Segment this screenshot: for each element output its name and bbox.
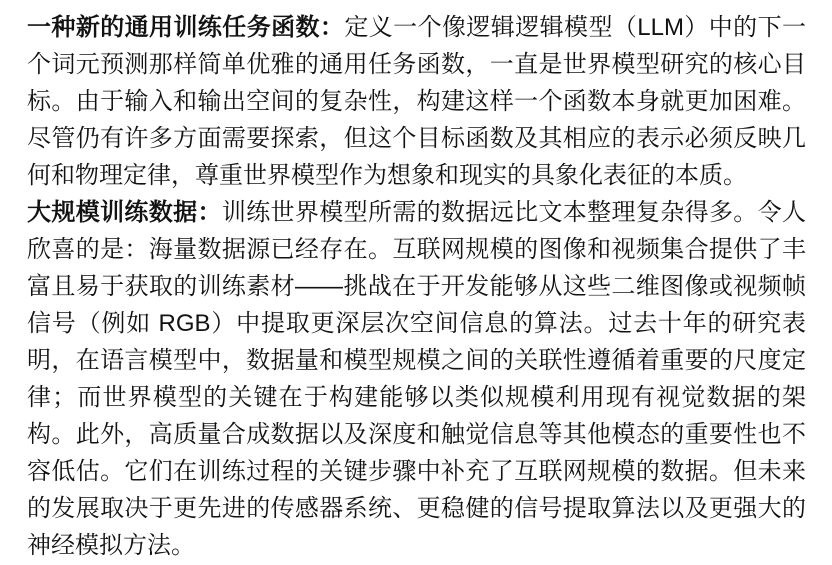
text-line: 标。由于输入和输出空间的复杂性，构建这样一个函数本身就更加困难。 [27,88,806,115]
text-line: 神经模拟方法。 [27,532,195,559]
paragraph-large-scale-training-data [27,194,806,564]
paragraph-lead-bold: 一种新的通用训练任务函数： [27,14,345,41]
text-line: 何和物理定律，尊重世界模型作为想象和现实的具象化表征的本质。 [27,162,747,189]
text-line: 个词元预测那样简单优雅的通用任务函数，一直是世界模型研究的核心目 [27,51,806,78]
paragraph-training-task-function [27,9,806,194]
text-line: 欣喜的是：海量数据源已经存在。互联网规模的图像和视频集合提供了丰 [27,236,806,263]
text-line: 构。此外，高质量合成数据以及深度和触觉信息等其他模态的重要性也不 [27,421,806,448]
text-line [27,194,806,231]
text-line [27,9,806,46]
text-line: 信号（例如 RGB）中提取更深层次空间信息的算法。过去十年的研究表 [27,310,806,337]
text-line: 富且易于获取的训练素材——挑战在于开发能够从这些二维图像或视频帧 [27,273,806,300]
text-line-rest: 定义一个像逻辑逻辑模型（LLM）中的下一 [344,14,807,41]
paragraph-lead-bold: 大规模训练数据： [27,199,222,226]
text-line-rest: 训练世界模型所需的数据远比文本整理复杂得多。令人 [221,199,807,226]
text-line: 的发展取决于更先进的传感器系统、更稳健的信号提取算法以及更强大的 [27,495,806,522]
text-line: 尽管仍有许多方面需要探索，但这个目标函数及其相应的表示必须反映几 [27,125,806,152]
text-line: 明，在语言模型中，数据量和模型规模之间的关联性遵循着重要的尺度定 [27,347,806,374]
text-line: 容低估。它们在训练过程的关键步骤中补充了互联网规模的数据。但未来 [27,458,806,485]
text-line: 律；而世界模型的关键在于构建能够以类似规模利用现有视觉数据的架 [27,384,806,411]
